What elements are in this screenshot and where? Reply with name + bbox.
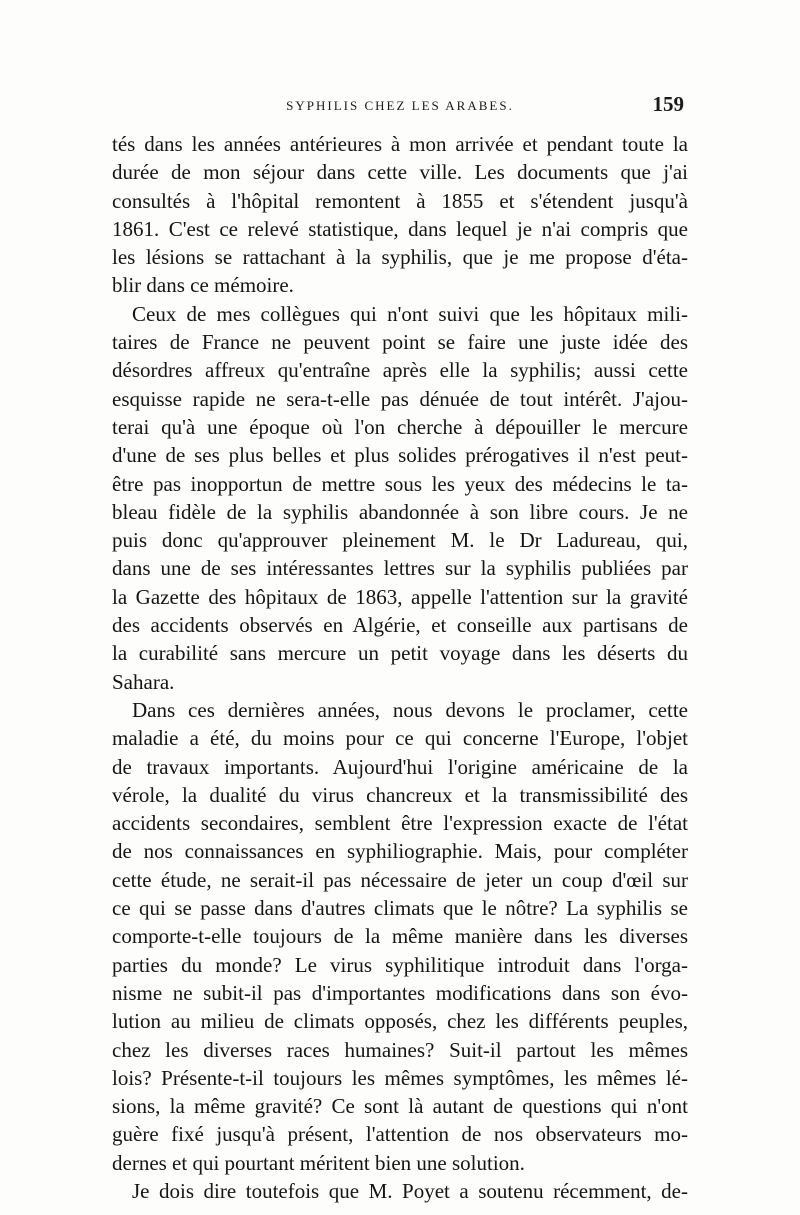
text-line: terai qu'à une époque où l'on cherche à dépouiller le mercure <box>112 414 688 439</box>
text-line: maladie a été, du moins pour ce qui concerne l'Europe, l'objet <box>112 726 688 751</box>
paragraph-2 <box>112 300 688 696</box>
text-line: de nos connaissances en syphiliographie. Mais, pour compléter <box>112 839 688 864</box>
text-line: être pas inopportun de mettre sous les yeux des médecins le ta- <box>112 471 688 496</box>
text-line: dernes et qui pourtant méritent bien une solution. <box>112 1150 525 1175</box>
running-head <box>0 92 800 122</box>
text-line: Sahara. <box>112 669 175 694</box>
body-text <box>112 130 688 1205</box>
paragraph-3 <box>112 696 688 1177</box>
text-line: accidents secondaires, semblent être l'expression exacte de l'état <box>112 811 688 836</box>
running-title: SYPHILIS CHEZ LES ARABES. <box>286 98 514 113</box>
text-line: les lésions se rattachant à la syphilis, que je me propose d'éta- <box>112 245 688 270</box>
text-line: taires de France ne peuvent point se faire une juste idée des <box>112 330 688 355</box>
text-line: consultés à l'hôpital remontent à 1855 et s'étendent jusqu'à <box>112 188 688 213</box>
text-line: chez les diverses races humaines? Suit-il partout les mêmes <box>112 1037 688 1062</box>
text-line: esquisse rapide ne sera-t-elle pas dénuée de tout intérêt. J'ajou- <box>112 386 688 411</box>
text-line: blir dans ce mémoire. <box>112 273 294 298</box>
text-line: bleau fidèle de la syphilis abandonnée à son libre cours. Je ne <box>112 499 688 524</box>
text-line: lois? Présente-t-il toujours les mêmes symptômes, les mêmes lé- <box>112 1065 688 1090</box>
text-line: durée de mon séjour dans cette ville. Les documents que j'ai <box>112 160 688 185</box>
text-line: guère fixé jusqu'à présent, l'attention de nos observateurs mo- <box>112 1122 688 1147</box>
text-line: la curabilité sans mercure un petit voyage dans les déserts du <box>112 641 688 666</box>
text-line: désordres affreux qu'entraîne après elle la syphilis; aussi cette <box>112 358 688 383</box>
text-line: sions, la même gravité? Ce sont là autant de questions qui n'ont <box>112 1094 688 1119</box>
text-line: des accidents observés en Algérie, et conseille aux partisans de <box>112 613 688 638</box>
text-line: lution au milieu de climats opposés, chez les différents peuples, <box>112 1009 688 1034</box>
text-line: tés dans les années antérieures à mon arrivée et pendant toute la <box>112 132 688 156</box>
text-line: Dans ces dernières années, nous devons le proclamer, cette <box>132 697 688 722</box>
text-line: cette étude, ne serait-il pas nécessaire de jeter un coup d'œil sur <box>112 867 688 892</box>
text-line: 1861. C'est ce relevé statistique, dans lequel je n'ai compris que <box>112 216 688 241</box>
text-line: d'une de ses plus belles et plus solides prérogatives il n'est peut- <box>112 443 688 468</box>
text-line: Je dois dire toutefois que M. Poyet a soutenu récemment, de- <box>132 1178 688 1203</box>
text-line: parties du monde? Le virus syphilitique introduit dans l'orga- <box>112 952 688 977</box>
page-number: 159 <box>652 92 684 116</box>
paragraph-1 <box>112 130 688 300</box>
text-line: vérole, la dualité du virus chancreux et la transmissibilité des <box>112 782 688 807</box>
text-line: dans une de ses intéressantes lettres sur la syphilis publiées par <box>112 556 688 581</box>
text-line: de travaux importants. Aujourd'hui l'origine américaine de la <box>112 754 688 779</box>
paragraph-4 <box>112 1177 688 1205</box>
text-line: Ceux de mes collègues qui n'ont suivi que les hôpitaux mili- <box>132 301 688 326</box>
text-line: puis donc qu'approuver pleinement M. le Dr Ladureau, qui, <box>112 528 688 553</box>
text-line: la Gazette des hôpitaux de 1863, appelle l'attention sur la gravité <box>112 584 688 609</box>
text-line: comporte-t-elle toujours de la même manière dans les diverses <box>112 924 688 949</box>
text-line: nisme ne subit-il pas d'importantes modifications dans son évo- <box>112 980 688 1005</box>
text-line: ce qui se passe dans d'autres climats que le nôtre? La syphilis se <box>112 896 688 921</box>
